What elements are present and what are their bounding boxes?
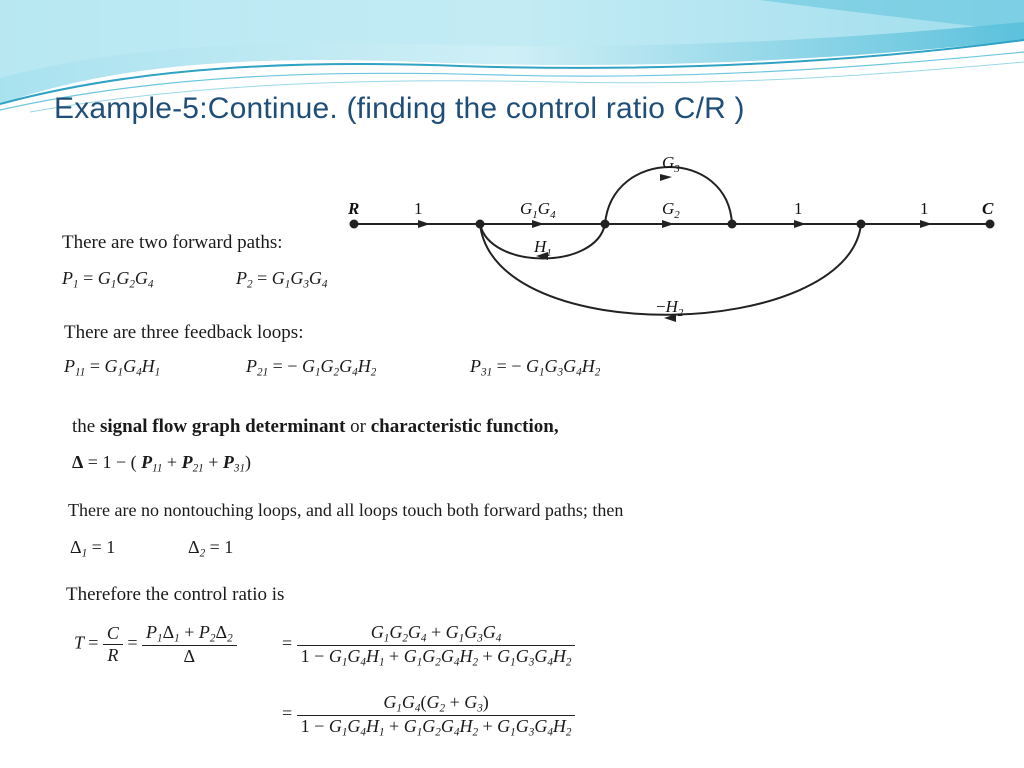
node-2 bbox=[476, 220, 485, 229]
arrow-g1g4 bbox=[532, 220, 544, 228]
forward-path-p2: $P_2 = G_1G_3G_4$ bbox=[236, 268, 328, 291]
node-3 bbox=[601, 220, 610, 229]
label-gain-g2: $G_2$ bbox=[662, 199, 680, 221]
formula-factored: = $\frac{G_1G_4(G_2 + G_3)}{1 - G_1G_4H_1 + G_1G_2G_4H_2 + G_1G_3G_4H_2}$ bbox=[282, 692, 575, 738]
arrow-1c bbox=[920, 220, 932, 228]
forward-path-p1: $P_1 = G_1G_2G_4$ bbox=[62, 268, 154, 291]
node-r bbox=[350, 220, 359, 229]
therefore-sentence: Therefore the control ratio is bbox=[66, 584, 285, 605]
forward-paths-heading: There are two forward paths: bbox=[62, 232, 283, 253]
node-5 bbox=[857, 220, 866, 229]
arrow-g2 bbox=[662, 220, 674, 228]
formula-expanded: = $\frac{G_1G_2G_4 + G_1G_3G_4}{1 - G_1G_4H_1 + G_1G_2G_4H_2 + G_1G_3G_4H_2}$ bbox=[282, 622, 575, 668]
arrow-1b bbox=[794, 220, 806, 228]
determinant-term-sfg: signal flow graph determinant bbox=[99, 416, 346, 437]
signal-flow-graph bbox=[334, 148, 1004, 333]
determinant-pre: the bbox=[72, 416, 96, 437]
formula-lhs: T = $\frac{C}{R}$ = $\frac{P_1\Delta_1 + P_2\Delta_2}{\Delta}$ bbox=[74, 622, 237, 667]
label-gain-1a: 1 bbox=[414, 199, 423, 218]
loop-p11: $P_{11} = G_1G_4H_1$ bbox=[64, 356, 161, 379]
delta-equation: Δ = 1 − ( $P_{11} + P_{21} + P_{31}$) bbox=[72, 452, 252, 475]
loop-p31: $P_{31}$ = − $G_1G_3G_4H_2$ bbox=[470, 356, 601, 379]
determinant-mid: or bbox=[350, 416, 366, 437]
label-gain-h1: $H_1$ bbox=[534, 237, 552, 259]
nontouching-sentence: There are no nontouching loops, and all loops touch both forward paths; then bbox=[68, 500, 624, 520]
label-gain-g3: $G_3$ bbox=[662, 153, 680, 175]
label-c: C bbox=[982, 199, 994, 218]
determinant-term-char: characteristic function, bbox=[370, 416, 559, 437]
delta-2: $\Delta_2 = 1$ bbox=[188, 537, 234, 560]
node-4 bbox=[728, 220, 737, 229]
node-c bbox=[986, 220, 995, 229]
feedback-loops-heading: There are three feedback loops: bbox=[64, 322, 304, 343]
label-gain-neg-h2: $-H_2$ bbox=[656, 297, 684, 319]
label-r: R bbox=[348, 199, 360, 218]
delta-1: $\Delta_1 = 1$ bbox=[70, 537, 116, 560]
arrow-1a bbox=[418, 220, 430, 228]
label-gain-g1g4: $G_1G_4$ bbox=[520, 199, 556, 221]
label-gain-1c: 1 bbox=[920, 199, 929, 218]
label-gain-1b: 1 bbox=[794, 199, 803, 218]
control-ratio-formula bbox=[74, 616, 646, 756]
determinant-sentence bbox=[72, 416, 559, 438]
loop-p21: $P_{21}$ = − $G_1G_2G_4H_2$ bbox=[246, 356, 377, 379]
slide-title: Example-5:Continue. (finding the control ratio C/R ) bbox=[54, 92, 745, 125]
